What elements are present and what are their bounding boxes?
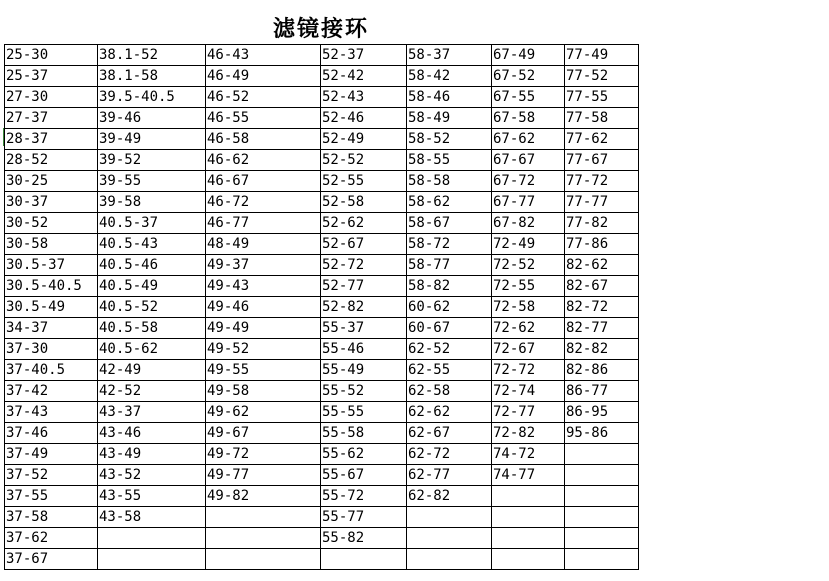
table-cell[interactable]: 37-43 bbox=[5, 402, 98, 423]
table-cell[interactable]: 52-67 bbox=[321, 234, 407, 255]
table-row bbox=[5, 66, 639, 87]
table-row bbox=[5, 171, 639, 192]
table-cell[interactable]: 30-37 bbox=[5, 192, 98, 213]
table-cell[interactable]: 58-37 bbox=[407, 45, 492, 66]
table-cell[interactable]: 58-52 bbox=[407, 129, 492, 150]
table-cell[interactable]: 30.5-40.5 bbox=[5, 276, 98, 297]
table-cell[interactable]: 43-46 bbox=[98, 423, 206, 444]
table-cell[interactable]: 55-46 bbox=[321, 339, 407, 360]
table-cell[interactable]: 30-52 bbox=[5, 213, 98, 234]
table-cell[interactable]: 67-55 bbox=[492, 87, 565, 108]
table-cell[interactable]: 67-67 bbox=[492, 150, 565, 171]
table-cell[interactable]: 46-72 bbox=[206, 192, 321, 213]
table-cell[interactable]: 40.5-43 bbox=[98, 234, 206, 255]
table-cell[interactable] bbox=[206, 549, 321, 570]
table-cell[interactable]: 55-52 bbox=[321, 381, 407, 402]
table-cell[interactable]: 74-77 bbox=[492, 465, 565, 486]
table-cell[interactable]: 58-58 bbox=[407, 171, 492, 192]
table-cell[interactable]: 67-72 bbox=[492, 171, 565, 192]
table-cell[interactable]: 72-72 bbox=[492, 360, 565, 381]
table-cell[interactable]: 55-72 bbox=[321, 486, 407, 507]
table-row bbox=[5, 234, 639, 255]
table-cell[interactable]: 46-77 bbox=[206, 213, 321, 234]
table-row bbox=[5, 129, 639, 150]
table-cell[interactable]: 55-67 bbox=[321, 465, 407, 486]
table-row bbox=[5, 192, 639, 213]
table-cell[interactable] bbox=[565, 507, 639, 528]
table-cell[interactable]: 28-37 bbox=[5, 129, 98, 150]
table-row bbox=[5, 402, 639, 423]
table-cell[interactable]: 67-82 bbox=[492, 213, 565, 234]
table-cell[interactable]: 77-77 bbox=[565, 192, 639, 213]
table-cell[interactable]: 40.5-62 bbox=[98, 339, 206, 360]
table-cell[interactable]: 37-49 bbox=[5, 444, 98, 465]
table-cell[interactable]: 49-37 bbox=[206, 255, 321, 276]
table-cell[interactable]: 72-62 bbox=[492, 318, 565, 339]
table-cell[interactable] bbox=[565, 444, 639, 465]
table-cell[interactable]: 34-37 bbox=[5, 318, 98, 339]
table-cell[interactable] bbox=[98, 549, 206, 570]
table-cell[interactable]: 62-82 bbox=[407, 486, 492, 507]
table-cell[interactable]: 52-58 bbox=[321, 192, 407, 213]
table-cell[interactable]: 52-49 bbox=[321, 129, 407, 150]
table-row bbox=[5, 150, 639, 171]
table-row bbox=[5, 213, 639, 234]
table-cell[interactable]: 58-49 bbox=[407, 108, 492, 129]
table-row bbox=[5, 255, 639, 276]
table-cell[interactable]: 37-55 bbox=[5, 486, 98, 507]
table-cell[interactable]: 58-77 bbox=[407, 255, 492, 276]
table-row bbox=[5, 276, 639, 297]
table-cell[interactable]: 52-82 bbox=[321, 297, 407, 318]
table-cell[interactable]: 58-62 bbox=[407, 192, 492, 213]
table-cell[interactable]: 58-46 bbox=[407, 87, 492, 108]
table-cell[interactable]: 46-58 bbox=[206, 129, 321, 150]
table-cell[interactable]: 49-46 bbox=[206, 297, 321, 318]
table-cell[interactable] bbox=[492, 486, 565, 507]
table-cell[interactable]: 38.1-58 bbox=[98, 66, 206, 87]
table-cell[interactable]: 46-52 bbox=[206, 87, 321, 108]
table-cell[interactable]: 72-77 bbox=[492, 402, 565, 423]
table-cell[interactable] bbox=[407, 528, 492, 549]
table-cell[interactable]: 49-72 bbox=[206, 444, 321, 465]
table-cell[interactable] bbox=[565, 549, 639, 570]
table-cell[interactable]: 46-55 bbox=[206, 108, 321, 129]
table-cell[interactable]: 25-30 bbox=[5, 45, 98, 66]
table-cell[interactable]: 49-52 bbox=[206, 339, 321, 360]
table-cell[interactable]: 28-52 bbox=[5, 150, 98, 171]
table-cell[interactable]: 39-55 bbox=[98, 171, 206, 192]
table-cell[interactable]: 30.5-49 bbox=[5, 297, 98, 318]
table-row bbox=[5, 108, 639, 129]
table-cell[interactable] bbox=[565, 486, 639, 507]
table-cell[interactable]: 77-55 bbox=[565, 87, 639, 108]
table-cell[interactable]: 58-55 bbox=[407, 150, 492, 171]
table-cell[interactable]: 52-77 bbox=[321, 276, 407, 297]
table-cell[interactable]: 37-67 bbox=[5, 549, 98, 570]
table-row bbox=[5, 339, 639, 360]
table-cell[interactable]: 40.5-37 bbox=[98, 213, 206, 234]
table-cell[interactable]: 39.5-40.5 bbox=[98, 87, 206, 108]
table-cell[interactable]: 49-67 bbox=[206, 423, 321, 444]
table-cell[interactable]: 37-46 bbox=[5, 423, 98, 444]
table-cell[interactable]: 52-46 bbox=[321, 108, 407, 129]
table-cell[interactable]: 72-55 bbox=[492, 276, 565, 297]
table-cell[interactable]: 77-52 bbox=[565, 66, 639, 87]
table-cell[interactable]: 82-72 bbox=[565, 297, 639, 318]
table-cell[interactable]: 49-43 bbox=[206, 276, 321, 297]
table-cell[interactable]: 55-62 bbox=[321, 444, 407, 465]
table-cell[interactable]: 40.5-46 bbox=[98, 255, 206, 276]
table-cell[interactable]: 72-82 bbox=[492, 423, 565, 444]
table-cell[interactable]: 39-46 bbox=[98, 108, 206, 129]
table-cell[interactable]: 52-43 bbox=[321, 87, 407, 108]
table-row bbox=[5, 360, 639, 381]
table-cell[interactable]: 67-52 bbox=[492, 66, 565, 87]
table-cell[interactable]: 60-67 bbox=[407, 318, 492, 339]
table-cell[interactable]: 46-62 bbox=[206, 150, 321, 171]
table-cell[interactable]: 37-52 bbox=[5, 465, 98, 486]
table-cell[interactable] bbox=[492, 528, 565, 549]
table-cell[interactable]: 77-82 bbox=[565, 213, 639, 234]
table-cell[interactable]: 62-58 bbox=[407, 381, 492, 402]
table-cell[interactable]: 72-52 bbox=[492, 255, 565, 276]
table-cell[interactable]: 67-62 bbox=[492, 129, 565, 150]
table-row bbox=[5, 465, 639, 486]
table-cell[interactable]: 40.5-58 bbox=[98, 318, 206, 339]
table-cell[interactable]: 43-37 bbox=[98, 402, 206, 423]
table-cell[interactable]: 86-95 bbox=[565, 402, 639, 423]
table-cell[interactable]: 46-67 bbox=[206, 171, 321, 192]
table-cell[interactable]: 49-58 bbox=[206, 381, 321, 402]
table-cell[interactable]: 27-30 bbox=[5, 87, 98, 108]
table-row bbox=[5, 423, 639, 444]
table-cell[interactable]: 86-77 bbox=[565, 381, 639, 402]
table-cell[interactable]: 39-52 bbox=[98, 150, 206, 171]
table-cell[interactable]: 52-42 bbox=[321, 66, 407, 87]
table-cell[interactable]: 82-62 bbox=[565, 255, 639, 276]
table-cell[interactable]: 46-43 bbox=[206, 45, 321, 66]
table-row bbox=[5, 318, 639, 339]
table-cell[interactable] bbox=[407, 549, 492, 570]
table-cell[interactable]: 43-52 bbox=[98, 465, 206, 486]
table-cell[interactable]: 52-37 bbox=[321, 45, 407, 66]
table-cell[interactable]: 77-72 bbox=[565, 171, 639, 192]
table-cell[interactable]: 42-52 bbox=[98, 381, 206, 402]
table-cell[interactable]: 60-62 bbox=[407, 297, 492, 318]
table-cell[interactable]: 55-55 bbox=[321, 402, 407, 423]
table-cell[interactable]: 48-49 bbox=[206, 234, 321, 255]
table-cell[interactable]: 52-72 bbox=[321, 255, 407, 276]
table-cell[interactable]: 58-67 bbox=[407, 213, 492, 234]
table-cell[interactable]: 62-77 bbox=[407, 465, 492, 486]
table-row bbox=[5, 45, 639, 66]
table-row bbox=[5, 528, 639, 549]
table-cell[interactable]: 72-49 bbox=[492, 234, 565, 255]
table-cell[interactable]: 42-49 bbox=[98, 360, 206, 381]
sheet-title: 滤镜接环 bbox=[272, 16, 369, 42]
table-cell[interactable]: 37-58 bbox=[5, 507, 98, 528]
table-cell[interactable]: 38.1-52 bbox=[98, 45, 206, 66]
table-cell[interactable]: 77-86 bbox=[565, 234, 639, 255]
table-cell[interactable] bbox=[565, 465, 639, 486]
spreadsheet-body bbox=[5, 45, 639, 570]
table-cell[interactable] bbox=[565, 528, 639, 549]
table-cell[interactable]: 82-77 bbox=[565, 318, 639, 339]
table-cell[interactable]: 30-25 bbox=[5, 171, 98, 192]
table-row bbox=[5, 87, 639, 108]
table-cell[interactable]: 62-72 bbox=[407, 444, 492, 465]
table-cell[interactable]: 30-58 bbox=[5, 234, 98, 255]
table-cell[interactable] bbox=[98, 528, 206, 549]
table-cell[interactable]: 39-58 bbox=[98, 192, 206, 213]
table-cell[interactable]: 37-30 bbox=[5, 339, 98, 360]
table-cell[interactable]: 40.5-49 bbox=[98, 276, 206, 297]
table-cell[interactable]: 37-62 bbox=[5, 528, 98, 549]
table-cell[interactable] bbox=[492, 549, 565, 570]
table-cell[interactable]: 67-58 bbox=[492, 108, 565, 129]
table-cell[interactable] bbox=[321, 549, 407, 570]
table-cell[interactable]: 62-52 bbox=[407, 339, 492, 360]
table-cell[interactable]: 77-49 bbox=[565, 45, 639, 66]
table-cell[interactable]: 49-55 bbox=[206, 360, 321, 381]
table-cell[interactable]: 55-82 bbox=[321, 528, 407, 549]
table-cell[interactable]: 72-58 bbox=[492, 297, 565, 318]
table-cell[interactable]: 27-37 bbox=[5, 108, 98, 129]
table-row bbox=[5, 486, 639, 507]
table-cell[interactable]: 95-86 bbox=[565, 423, 639, 444]
table-row bbox=[5, 381, 639, 402]
table-cell[interactable]: 67-77 bbox=[492, 192, 565, 213]
table-row bbox=[5, 444, 639, 465]
table-cell[interactable] bbox=[206, 507, 321, 528]
table-cell[interactable]: 52-62 bbox=[321, 213, 407, 234]
table-cell[interactable]: 74-72 bbox=[492, 444, 565, 465]
table-cell[interactable]: 77-58 bbox=[565, 108, 639, 129]
table-cell[interactable]: 43-58 bbox=[98, 507, 206, 528]
table-row bbox=[5, 549, 639, 570]
title-row bbox=[4, 14, 638, 44]
table-cell[interactable]: 72-74 bbox=[492, 381, 565, 402]
table-cell[interactable]: 77-67 bbox=[565, 150, 639, 171]
table-cell[interactable]: 25-37 bbox=[5, 66, 98, 87]
table-cell[interactable]: 82-82 bbox=[565, 339, 639, 360]
table-cell[interactable]: 72-67 bbox=[492, 339, 565, 360]
table-cell[interactable]: 39-49 bbox=[98, 129, 206, 150]
table-row bbox=[5, 297, 639, 318]
table-cell[interactable]: 52-55 bbox=[321, 171, 407, 192]
table-cell[interactable]: 62-62 bbox=[407, 402, 492, 423]
table-cell[interactable] bbox=[407, 507, 492, 528]
spreadsheet-table bbox=[4, 44, 639, 570]
table-cell[interactable]: 49-82 bbox=[206, 486, 321, 507]
table-cell[interactable]: 58-42 bbox=[407, 66, 492, 87]
table-cell[interactable]: 49-77 bbox=[206, 465, 321, 486]
table-cell[interactable]: 62-55 bbox=[407, 360, 492, 381]
table-cell[interactable]: 58-82 bbox=[407, 276, 492, 297]
table-row bbox=[5, 507, 639, 528]
table-cell[interactable]: 46-49 bbox=[206, 66, 321, 87]
table-cell[interactable]: 30.5-37 bbox=[5, 255, 98, 276]
table-cell[interactable]: 55-58 bbox=[321, 423, 407, 444]
table-cell[interactable]: 55-37 bbox=[321, 318, 407, 339]
table-cell[interactable]: 43-55 bbox=[98, 486, 206, 507]
table-cell[interactable]: 43-49 bbox=[98, 444, 206, 465]
table-cell[interactable]: 55-49 bbox=[321, 360, 407, 381]
table-cell[interactable]: 62-67 bbox=[407, 423, 492, 444]
table-cell[interactable]: 40.5-52 bbox=[98, 297, 206, 318]
table-cell[interactable]: 49-49 bbox=[206, 318, 321, 339]
table-cell[interactable]: 37-40.5 bbox=[5, 360, 98, 381]
table-cell[interactable]: 49-62 bbox=[206, 402, 321, 423]
table-cell[interactable] bbox=[206, 528, 321, 549]
table-cell[interactable]: 58-72 bbox=[407, 234, 492, 255]
table-cell[interactable]: 67-49 bbox=[492, 45, 565, 66]
table-cell[interactable]: 82-67 bbox=[565, 276, 639, 297]
table-cell[interactable]: 77-62 bbox=[565, 129, 639, 150]
table-cell[interactable]: 82-86 bbox=[565, 360, 639, 381]
table-cell[interactable]: 55-77 bbox=[321, 507, 407, 528]
table-cell[interactable]: 52-52 bbox=[321, 150, 407, 171]
table-cell[interactable]: 37-42 bbox=[5, 381, 98, 402]
table-cell[interactable] bbox=[492, 507, 565, 528]
